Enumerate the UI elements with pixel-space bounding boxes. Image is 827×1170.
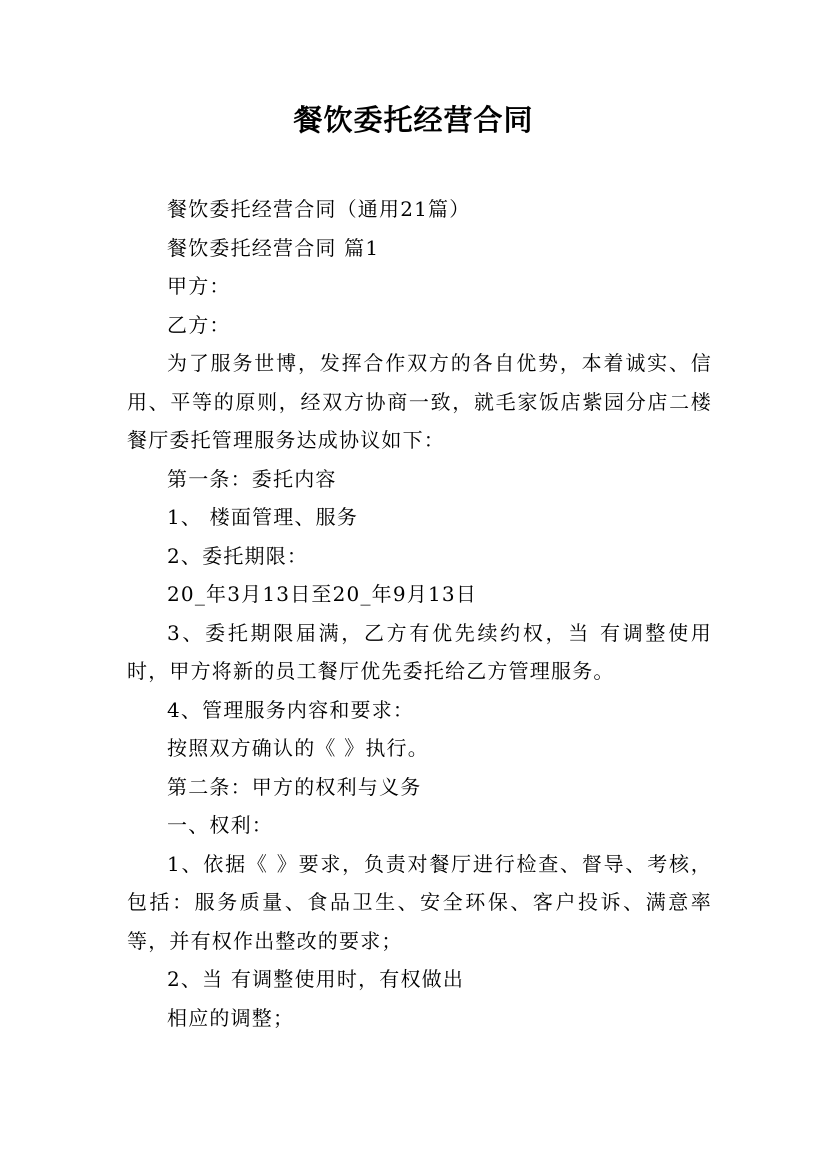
paragraph-rights-heading: 一、权利： [167, 813, 273, 837]
paragraph-article-2: 第二条：甲方的权利与义务 [167, 774, 422, 799]
paragraph-party-a: 甲方： [167, 274, 231, 298]
paragraph-item: 1、 楼面管理、服务 [167, 505, 359, 529]
paragraph-article-1: 第一条：委托内容 [167, 466, 337, 491]
paragraph-text: 按照双方确认的《 》执行。 [167, 736, 429, 760]
paragraph-item: 2、当 有调整使用时，有权做出 [167, 967, 465, 991]
document-body [127, 190, 712, 1037]
paragraph-item: 2、委托期限： [167, 543, 309, 568]
paragraph-item: 1、依据《 》要求，负责对餐厅进行检查、督导、考核，包括：服务质量、食品卫生、安全环保、客户投诉、满意率等，并有权作出整改的要求； [127, 851, 712, 953]
document-title: 餐饮委托经营合同 [293, 103, 534, 137]
paragraph-subtitle: 餐饮委托经营合同（通用21篇） [167, 197, 471, 221]
paragraph-part-heading: 餐饮委托经营合同 篇1 [167, 235, 380, 260]
paragraph-party-b: 乙方： [167, 312, 231, 337]
paragraph-item: 4、管理服务内容和要求： [167, 697, 415, 722]
paragraph-item: 3、委托期限届满，乙方有优先续约权，当 有调整使用时，甲方将新的员工餐厅优先委托给乙方管理服务。 [127, 620, 712, 683]
paragraph-text: 相应的调整； [167, 1005, 295, 1030]
paragraph-preamble: 为了服务世博，发挥合作双方的各自优势，本着诚实、信用、平等的原则，经双方协商一致，就毛家饭店紫园分店二楼餐厅委托管理服务达成协议如下： [127, 351, 712, 452]
paragraph-date-range: 20_年3月13日至20_年9月13日 [167, 582, 478, 606]
